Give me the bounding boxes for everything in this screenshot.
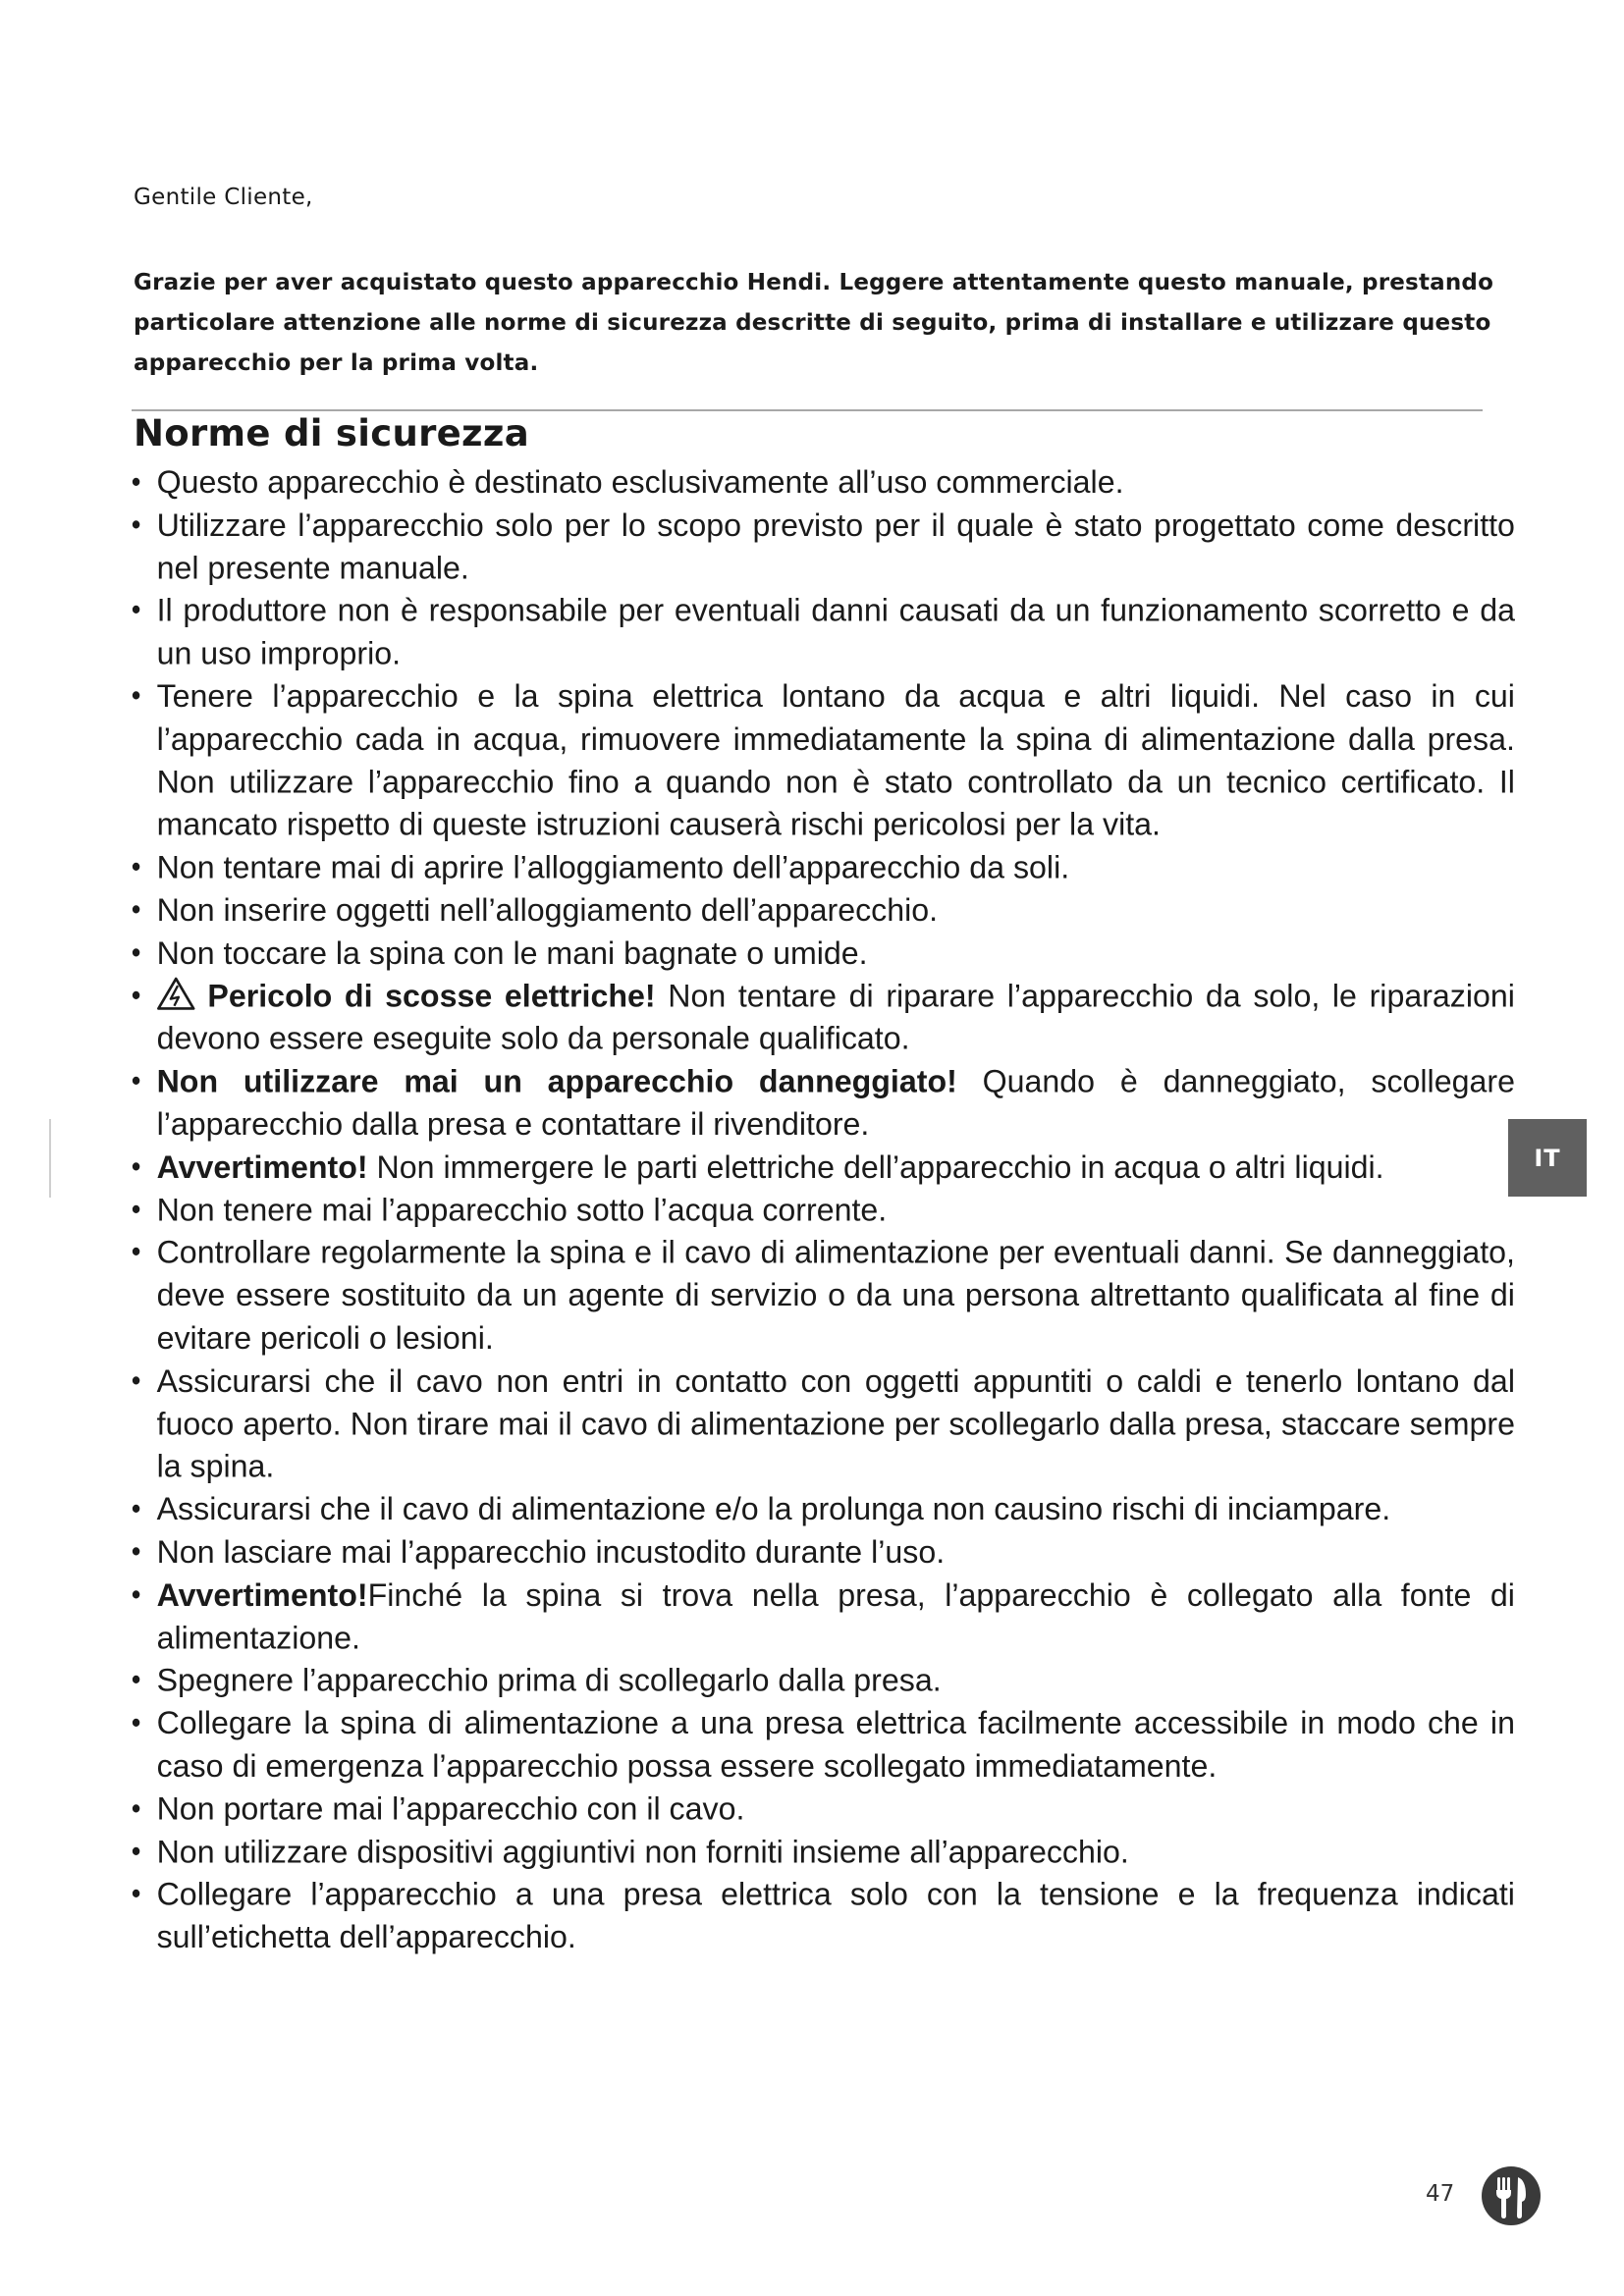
rule-text: Non tenere mai l’apparecchio sotto l’acqua corrente. xyxy=(156,1191,888,1228)
list-item xyxy=(129,1531,1515,1575)
list-item xyxy=(129,1574,1515,1659)
bullet: • xyxy=(129,1877,144,1911)
rule-text: Non lasciare mai l’apparecchio incustodito durante l’uso. xyxy=(156,1533,946,1571)
rule-text: Non immergere le parti elettriche dell’apparecchio in acqua o altri liquidi. xyxy=(367,1148,1384,1185)
bullet: • xyxy=(129,1363,144,1398)
bullet: • xyxy=(129,1663,144,1697)
rule-text: Non toccare la spina con le mani bagnate o umide. xyxy=(156,934,868,971)
rule-text: Questo apparecchio è destinato esclusivamente all’uso commerciale. xyxy=(156,463,1124,501)
list-item xyxy=(129,1488,1515,1531)
rule-text: Non inserire oggetti nell’alloggiamento dell’apparecchio. xyxy=(156,891,939,929)
bullet: • xyxy=(129,1064,144,1098)
safety-rules-list xyxy=(129,461,1515,1959)
bullet: • xyxy=(129,850,144,884)
list-item xyxy=(129,1060,1515,1146)
bullet: • xyxy=(129,1706,144,1740)
list-item xyxy=(129,1831,1515,1874)
hendi-cutlery-logo-icon xyxy=(1481,2165,1542,2226)
bullet: • xyxy=(129,893,144,928)
rule-text: Spegnere l’apparecchio prima di scollegarlo dalla presa. xyxy=(156,1662,942,1698)
bullet: • xyxy=(129,1149,144,1184)
bullet: • xyxy=(129,465,144,500)
bullet: • xyxy=(129,1791,144,1826)
electric-shock-warning-icon xyxy=(157,977,195,1010)
page-number: 47 xyxy=(1426,2181,1455,2207)
greeting: Gentile Cliente, xyxy=(134,185,313,210)
rule-text: Assicurarsi che il cavo di alimentazione e/o la prolunga non causino rischi di inciampare. xyxy=(156,1490,1391,1527)
margin-marker xyxy=(49,1119,51,1198)
list-item xyxy=(129,889,1515,933)
section-divider xyxy=(132,409,1483,411)
rule-emphasis: Non utilizzare mai un apparecchio danneggiato! xyxy=(156,1062,957,1099)
list-item xyxy=(129,932,1515,975)
list-item xyxy=(129,1232,1515,1361)
bullet: • xyxy=(129,594,144,628)
list-item xyxy=(129,1146,1515,1189)
rule-text: Collegare la spina di alimentazione a una presa elettrica facilmente accessibile in modo che in caso di emergenza l’apparecchio possa essere scollegato immediatamente. xyxy=(156,1704,1515,1785)
bullet: • xyxy=(129,1193,144,1227)
rule-text: Quando è danneggiato, scollegare l’apparecchio dalla presa e contattare il rivenditore. xyxy=(156,1062,1515,1143)
bullet: • xyxy=(129,1835,144,1869)
bullet: • xyxy=(129,1535,144,1570)
rule-text: Tenere l’apparecchio e la spina elettrica lontano da acqua e altri liquidi. Nel caso in cui l’apparecchio cada in acqua, rimuovere immediatamente la spina di alimentazione dalla presa. Non utilizzare l’apparecchio fino a quando non è stato controllato da un tecnico certificato. Il mancato rispetto di queste istruzioni causerà rischi pericolosi per la vita. xyxy=(156,677,1515,843)
bullet: • xyxy=(129,979,144,1013)
bullet: • xyxy=(129,1577,144,1612)
rule-text: Utilizzare l’apparecchio solo per lo scopo previsto per il quale è stato progettato come descritto nel presente manuale. xyxy=(156,507,1515,586)
list-item xyxy=(129,590,1515,675)
list-item xyxy=(129,1788,1515,1831)
list-item xyxy=(129,1360,1515,1488)
rule-text: Non utilizzare dispositivi aggiuntivi non forniti insieme all’apparecchio. xyxy=(156,1833,1129,1870)
rule-emphasis: Pericolo di scosse elettriche! xyxy=(207,977,656,1014)
list-item xyxy=(129,675,1515,846)
list-item xyxy=(129,975,1515,1060)
list-item xyxy=(129,1189,1515,1232)
rule-emphasis: Avvertimento! xyxy=(156,1576,368,1613)
section-title: Norme di sicurezza xyxy=(134,412,529,454)
list-item xyxy=(129,1702,1515,1788)
bullet: • xyxy=(129,935,144,970)
bullet: • xyxy=(129,508,144,543)
list-item xyxy=(129,846,1515,889)
rule-text: Non tentare mai di aprire l’alloggiamento dell’apparecchio da soli. xyxy=(156,848,1070,885)
rule-text: Il produttore non è responsabile per eventuali danni causati da un funzionamento scorretto e da un uso improprio. xyxy=(156,592,1515,671)
list-item xyxy=(129,1873,1515,1958)
list-item xyxy=(129,505,1515,590)
list-item xyxy=(129,461,1515,505)
rule-text: Non portare mai l’apparecchio con il cavo. xyxy=(156,1789,745,1827)
rule-text: Assicurarsi che il cavo non entri in contatto con oggetti appuntiti o caldi e tenerlo lontano dal fuoco aperto. Non tirare mai il cavo di alimentazione per scollegarlo dalla presa, staccare sempre la spina. xyxy=(156,1362,1515,1484)
bullet: • xyxy=(129,1236,144,1270)
rule-text: Non tentare di riparare l’apparecchio da solo, le riparazioni devono essere eseguite solo da personale qualificato. xyxy=(156,977,1515,1056)
list-item xyxy=(129,1660,1515,1703)
intro-paragraph: Grazie per aver acquistato questo apparecchio Hendi. Leggere attentamente questo manuale, prestando particolare attenzione alle norme di sicurezza descritte di seguito, prima di installare e utilizzare questo apparecchio per la prima volta. xyxy=(134,270,1494,376)
rule-text: Collegare l’apparecchio a una presa elettrica solo con la tensione e la frequenza indicati sull’etichetta dell’apparecchio. xyxy=(156,1876,1515,1955)
rule-emphasis: Avvertimento! xyxy=(156,1148,368,1185)
rule-text: Controllare regolarmente la spina e il cavo di alimentazione per eventuali danni. Se danneggiato, deve essere sostituito da un agente di servizio o da una persona altrettanto qualificata al fine di evitare pericoli o lesioni. xyxy=(156,1234,1515,1357)
rule-text: Finché la spina si trova nella presa, l’apparecchio è collegato alla fonte di alimentazione. xyxy=(156,1576,1515,1656)
language-tab: IT xyxy=(1508,1119,1587,1197)
bullet: • xyxy=(129,1492,144,1526)
bullet: • xyxy=(129,679,144,714)
